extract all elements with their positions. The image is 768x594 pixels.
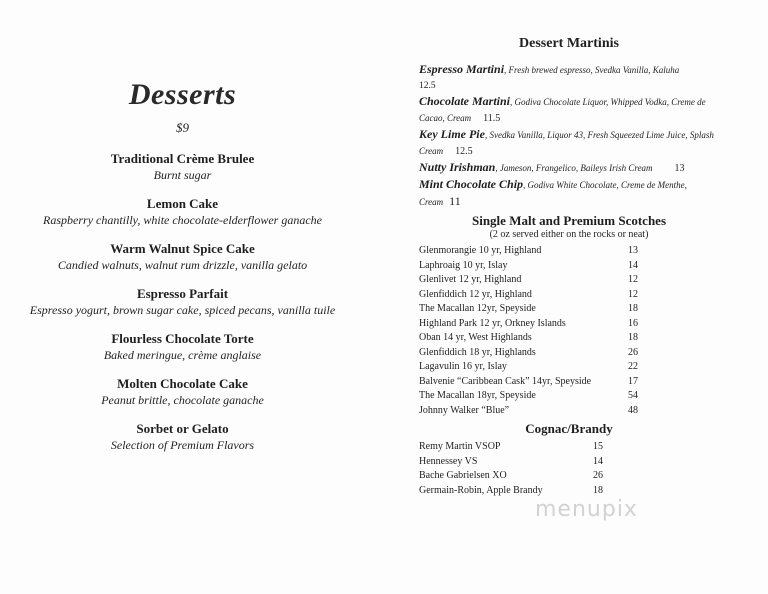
martini-desc: , Godiva White Chocolate, Creme de Menthe, Cream <box>419 180 687 207</box>
scotch-row <box>419 259 719 274</box>
desserts-price: $9 <box>176 120 189 135</box>
dessert-item <box>20 240 345 273</box>
cognac-title: Cognac/Brandy <box>525 421 613 436</box>
scotch-name: Glenmorangie 10 yr, Highland <box>419 245 542 256</box>
cognac-price: 18 <box>593 484 603 496</box>
cognac-list <box>419 440 719 498</box>
scotch-name: Glenfiddich 12 yr, Highland <box>419 288 532 300</box>
dessert-name: Lemon Cake <box>146 196 219 211</box>
scotch-name: Laphroaig 10 yr, Islay <box>419 259 508 271</box>
scotch-price: 48 <box>628 404 638 416</box>
scotch-row <box>419 375 719 390</box>
cognac-name: Germain-Robin, Apple Brandy <box>419 484 543 496</box>
cognac-name: Remy Martin VSOP <box>419 441 501 452</box>
desserts-panel <box>20 78 345 465</box>
scotch-row <box>419 273 719 288</box>
scotch-price: 26 <box>628 346 638 358</box>
dessert-desc: Baked meringue, crème anglaise <box>103 348 262 362</box>
martini-price: 13 <box>674 163 685 174</box>
dessert-desc: Burnt sugar <box>153 168 212 182</box>
martini-item <box>419 177 719 211</box>
scotch-price: 17 <box>628 375 638 387</box>
scotch-price: 18 <box>628 303 638 314</box>
scotch-row <box>419 404 719 419</box>
scotch-row <box>419 331 719 346</box>
scotch-name: The Macallan 12yr, Speyside <box>419 303 536 314</box>
dessert-item <box>20 330 345 363</box>
martini-item <box>419 127 719 160</box>
dessert-desc: Peanut brittle, chocolate ganache <box>101 393 264 407</box>
scotch-price: 16 <box>628 317 638 329</box>
dessert-name: Espresso Parfait <box>136 286 229 301</box>
martini-name: Key Lime Pie <box>419 127 485 141</box>
menupix-watermark: menupix <box>535 497 638 522</box>
desserts-title: Desserts <box>128 78 237 111</box>
scotches-title: Single Malt and Premium Scotches <box>471 213 667 228</box>
scotch-price: 12 <box>628 274 638 285</box>
dessert-item <box>20 285 345 318</box>
scotch-name: The Macallan 18yr, Speyside <box>419 390 536 401</box>
dessert-desc: Selection of Premium Flavors <box>110 438 255 452</box>
scotch-row <box>419 288 719 303</box>
dessert-desc: Raspberry chantilly, white chocolate-elderflower ganache <box>43 213 322 227</box>
dessert-item <box>20 195 345 228</box>
dessert-name: Molten Chocolate Cake <box>117 376 248 391</box>
scotch-row <box>419 389 719 404</box>
cognac-price: 26 <box>593 470 603 481</box>
martini-item <box>419 94 719 127</box>
scotch-name: Johnny Walker “Blue” <box>419 404 510 416</box>
scotch-price: 12 <box>628 288 638 300</box>
scotch-name: Balvenie “Caribbean Cask” 14yr, Speyside <box>419 375 592 387</box>
scotch-row <box>419 302 719 317</box>
dessert-name: Traditional Crème Brulee <box>110 151 255 166</box>
martini-price: 12.5 <box>455 146 473 157</box>
scotch-name: Oban 14 yr, West Highlands <box>419 332 532 343</box>
martini-desc: , Fresh brewed espresso, Svedka Vanilla, Kaluha <box>504 65 680 75</box>
cognac-row <box>419 455 719 470</box>
martini-item <box>419 62 719 94</box>
martini-desc: , Jameson, Frangelico, Baileys Irish Cream <box>495 163 653 173</box>
dessert-item <box>20 420 345 453</box>
cognac-row <box>419 440 719 455</box>
scotch-price: 13 <box>628 245 638 256</box>
scotch-price: 18 <box>628 332 638 343</box>
dessert-name: Sorbet or Gelato <box>136 421 229 436</box>
cognac-row <box>419 469 719 484</box>
scotch-price: 14 <box>628 259 638 271</box>
cognac-price: 14 <box>593 455 603 467</box>
scotch-price: 22 <box>628 361 638 372</box>
scotch-row <box>419 244 719 259</box>
cognac-name: Bache Gabrielsen XO <box>419 470 507 481</box>
scotch-row <box>419 360 719 375</box>
cognac-row <box>419 484 719 499</box>
martini-price: 11 <box>449 194 461 208</box>
martini-item <box>419 160 719 177</box>
martini-desc: , Svedka Vanilla, Liquor 43, Fresh Squeezed Lime Juice, Splash Cream <box>419 130 714 156</box>
dessert-name: Flourless Chocolate Torte <box>111 331 254 346</box>
dessert-desc: Candied walnuts, walnut rum drizzle, vanilla gelato <box>57 258 308 272</box>
cognac-price: 15 <box>593 441 603 452</box>
scotch-list <box>419 244 719 418</box>
scotch-name: Glenfiddich 18 yr, Highlands <box>419 346 536 358</box>
scotch-name: Glenlivet 12 yr, Highland <box>419 274 522 285</box>
scotch-name: Lagavulin 16 yr, Islay <box>419 361 507 372</box>
dessert-name: Warm Walnut Spice Cake <box>110 241 255 256</box>
martini-price: 11.5 <box>483 113 501 124</box>
martini-price: 12.5 <box>419 81 436 91</box>
martini-name: Chocolate Martini <box>419 94 511 108</box>
martini-name: Nutty Irishman <box>419 160 496 174</box>
martini-name: Espresso Martini <box>419 62 505 76</box>
dessert-item <box>20 150 345 183</box>
martini-desc: , Godiva Chocolate Liquor, Whipped Vodka, Creme de Cacao, Cream <box>419 97 706 123</box>
scotch-row <box>419 346 719 361</box>
scotch-name: Highland Park 12 yr, Orkney Islands <box>419 317 566 329</box>
scotch-price: 54 <box>628 390 638 401</box>
cognac-name: Hennessey VS <box>419 455 478 467</box>
martinis-title: Dessert Martinis <box>519 36 619 51</box>
scotches-note: (2 oz served either on the rocks or neat) <box>489 229 649 240</box>
dessert-item <box>20 375 345 408</box>
scotch-row <box>419 317 719 332</box>
martini-name: Mint Chocolate Chip <box>419 177 524 191</box>
dessert-desc: Espresso yogurt, brown sugar cake, spiced pecans, vanilla tuile <box>29 303 336 317</box>
drinks-panel <box>419 36 719 498</box>
